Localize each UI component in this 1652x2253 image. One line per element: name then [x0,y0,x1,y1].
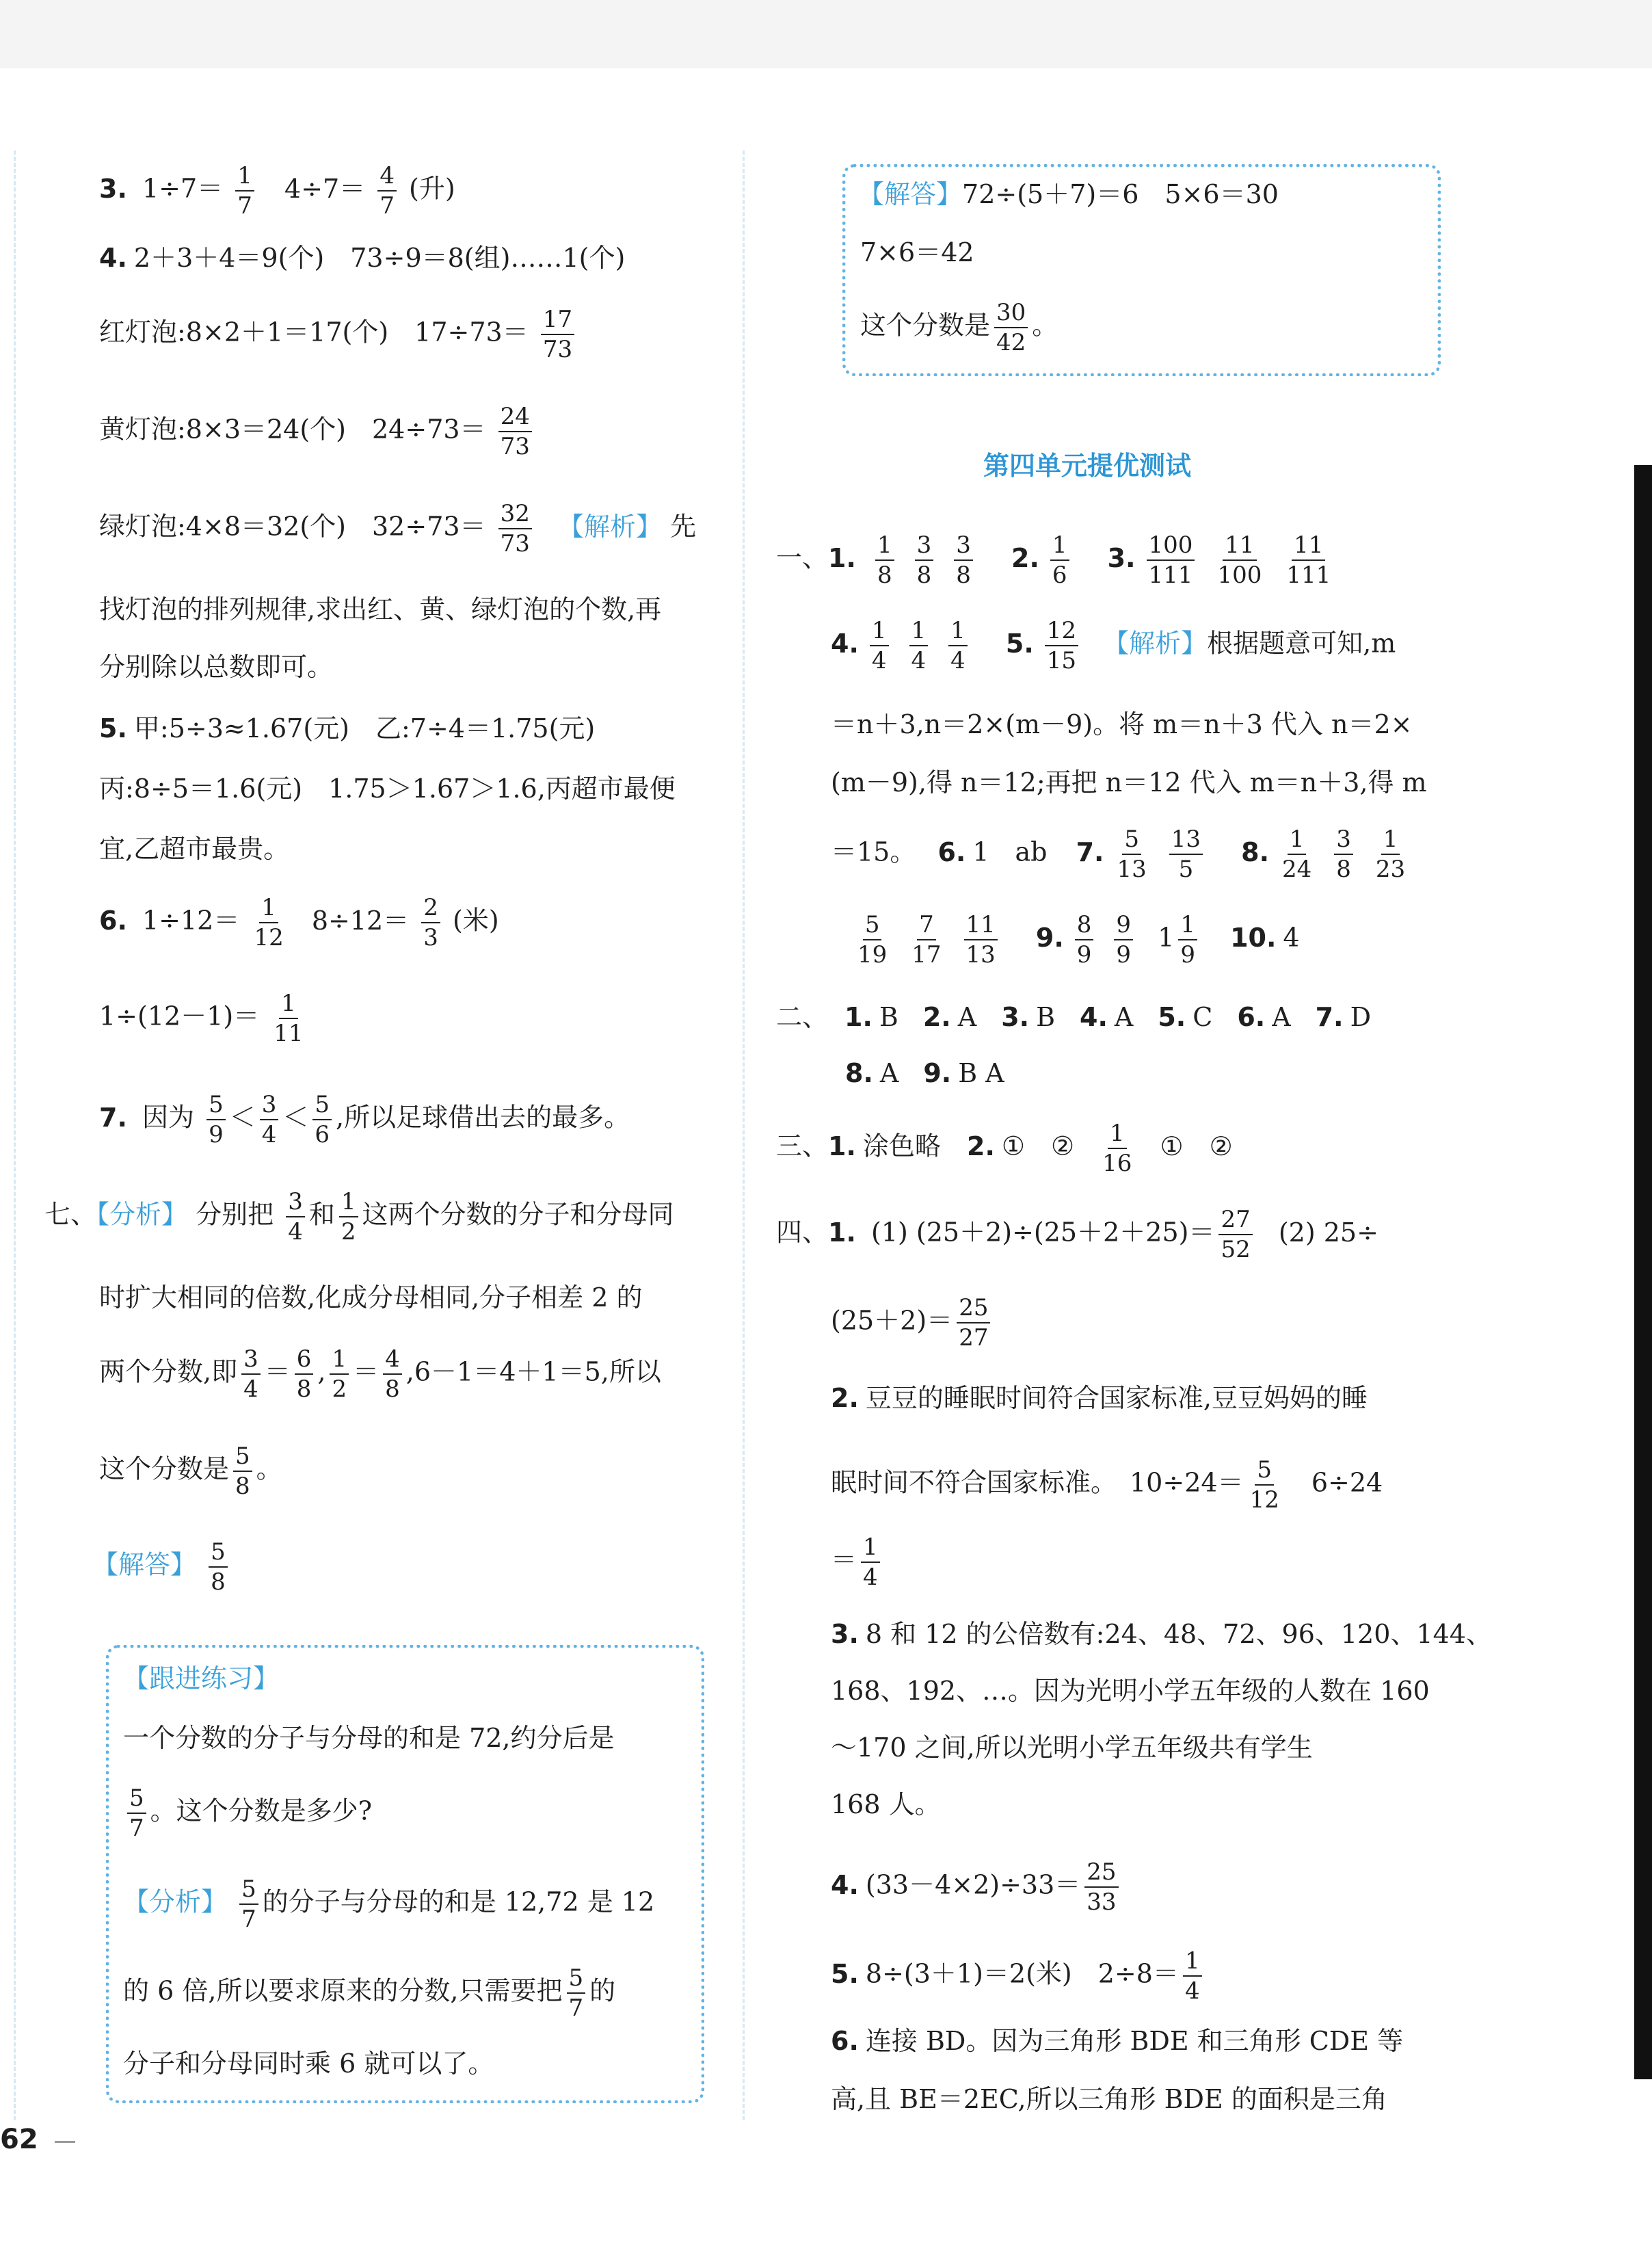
fraction: $\frac{11}{100}$ [1217,531,1262,589]
answer-tag: 【解答】 [92,1549,197,1580]
fraction: $\frac{32}{73}$ [498,502,532,555]
question-number: 7. [1315,1002,1344,1032]
yellow-bulb-line: 黄灯泡:8×3＝24(个) 24÷73＝ $\frac{24}{73}$ [99,405,536,458]
fraction: $\frac{1}{4}$ [948,619,968,672]
fraction: $\frac{1}{11}$ [274,990,304,1047]
fraction: $\frac{1}{6}$ [1050,533,1069,587]
text-line: 时扩大相同的倍数,化成分母相同,分子相差 2 的 [99,1282,643,1313]
fraction-group [866,617,984,674]
choice-letter: B [958,1058,978,1088]
fraction: $\frac{17}{73}$ [541,308,574,361]
fraction: $\frac{5}{7}$ [127,1787,146,1840]
analysis-tag: 【解析】 [558,511,663,542]
fraction: $\frac{11}{111}$ [1286,531,1331,589]
part-2-line1: 二、 1. B 2. A 3. B 4. A 5. C 6. A 7. D [776,1004,1379,1030]
choice-letter: A [957,1002,977,1032]
page-number: 62 [0,2124,38,2155]
part-1-line1: 一、1. $\frac{1}{8}$ $\frac{3}{8}$ $\frac{3}{8}$ 2. $\frac{1}{6}$ 3. $\frac{100}{111}$ $\frac{11}{100}$ $\frac{11}{111}$ [776,533,1349,587]
fraction: $\frac{5}{8}$ [209,1540,228,1594]
answer-q6: 6. 1÷12＝ $\frac{1}{12}$ 8÷12＝ $\frac{2}{3}$ (米) [99,894,499,951]
fraction: $\frac{3}{8}$ [915,533,934,587]
fraction: $\frac{1}{2}$ [339,1190,358,1243]
part-3: 三、1. 涂色略 2. ① ② $\frac{1}{16}$ ① ② [776,1120,1233,1177]
red-bulb-line: 红灯泡:8×2＋1＝17(个) 17÷73＝ $\frac{17}{73}$ [99,308,578,361]
part-2-line2 [829,1060,1013,1086]
fraction: $\frac{1}{2}$ [330,1347,349,1401]
section-7-line4: 这个分数是 $\frac{5}{8}$ 。 [99,1442,282,1500]
fraction: $\frac{3}{4}$ [286,1190,305,1243]
fraction: $\frac{12}{15}$ [1045,619,1078,672]
fraction: $\frac{30}{42}$ [994,301,1028,354]
section-7-line3: 两个分数,即 $\frac{3}{4}$ ＝ $\frac{6}{8}$ , $\frac{1}{2}$ ＝ $\frac{4}{8}$ ,6－1＝4＋1＝5,所以 [99,1345,661,1403]
fraction: $\frac{5}{9}$ [206,1093,226,1146]
column-divider [743,150,745,2120]
fraction: $\frac{9}{9}$ [1114,913,1133,966]
fraction-group [851,911,1014,969]
choice-letter: A [985,1058,1004,1088]
text-line: 168 人。 [831,1789,941,1819]
fraction: $\frac{1}{9}$ [1178,913,1197,966]
page-number-rule [55,2141,75,2143]
fraction: $\frac{13}{5}$ [1169,828,1203,881]
fraction: $\frac{24}{73}$ [498,405,532,458]
choice-letter: A [1272,1002,1291,1032]
text-line: ～170 之间,所以光明小学五年级共有学生 [831,1732,1313,1763]
fraction: $\frac{3}{4}$ [241,1347,261,1401]
fraction: $\frac{7}{17}$ [911,911,942,969]
part-4-q6: 6. 连接 BD。因为三角形 BDE 和三角形 CDE 等 [831,2026,1404,2056]
answer-tag: 【解答】 [858,179,963,209]
fraction: $\frac{27}{52}$ [1218,1208,1252,1261]
text-line: ＝n＋3,n＝2×(m－9)。将 m＝n＋3 代入 n＝2× [831,709,1413,739]
answer-q7: 7. 因为 $\frac{5}{9}$ ＜ $\frac{3}{4}$ ＜ $\frac{5}{6}$ ,所以足球借出去的最多。 [99,1091,630,1148]
fraction: $\frac{1}{23}$ [1375,826,1406,883]
fraction: $\frac{1}{4}$ [1183,1949,1202,2003]
question-number: 5. [1158,1002,1186,1032]
question-number: 1. [844,1002,872,1032]
fraction-group [1111,826,1220,883]
part-4-q1-line2: (25＋2)＝ $\frac{25}{27}$ [831,1296,994,1349]
text-line: 一个分数的分子与分母的和是 72,约分后是 [123,1723,615,1753]
choice-letter: A [879,1058,899,1088]
choice-letter: A [1114,1002,1134,1032]
choice-letter: B [879,1002,898,1032]
fraction: $\frac{5}{7}$ [567,1966,586,2020]
answer-line [92,1540,232,1594]
question-number: 9. [923,1058,952,1088]
answer-q3: 3. 1÷7＝ $\frac{1}{7}$ 4÷7＝ $\frac{4}{7}$ (升) [99,162,455,220]
section-7: 七、【分析】 分别把 $\frac{3}{4}$ 和 $\frac{1}{2}$ 这两个分数的分子和分母同 [44,1188,674,1246]
fraction: $\frac{4}{8}$ [383,1347,402,1401]
fraction: $\frac{5}{19}$ [857,911,888,969]
fraction-group [871,531,989,589]
fraction: $\frac{1}{4}$ [909,619,929,672]
fraction: $\frac{1}{4}$ [861,1536,880,1589]
fraction-group [1276,826,1424,883]
text-line: 高,且 BE＝2EC,所以三角形 BDE 的面积是三角 [831,2084,1387,2114]
fraction: $\frac{5}{8}$ [233,1445,252,1498]
part-1-line6: $\frac{5}{19}$ $\frac{7}{17}$ $\frac{11}{13}$ 9. $\frac{8}{9}$ $\frac{9}{9}$ 1 $\frac{1}{9}$ 10. 4 [851,913,1300,966]
text-line: 丙:8÷5＝1.6(元) 1.75＞1.67＞1.6,丙超市最便 [99,774,676,804]
fraction: $\frac{100}{111}$ [1147,533,1195,587]
choice-letter: B [1036,1002,1056,1032]
green-bulb-line: 绿灯泡:4×8＝32(个) 32÷73＝ $\frac{32}{73}$ 【解析】 先 [99,500,697,557]
fraction: $\frac{5}{12}$ [1249,1456,1279,1514]
question-number: 6. [1237,1002,1266,1032]
analysis-tag: 【分析】 [96,1199,188,1230]
scanned-page-edge [1634,465,1652,2079]
fraction: $\frac{8}{9}$ [1075,913,1094,966]
fraction: $\frac{1}{12}$ [254,894,284,951]
fraction: $\frac{1}{16}$ [1102,1120,1132,1177]
practice-line4: 的 6 倍,所以要求原来的分数,只需要把 $\frac{5}{7}$ 的 [123,1964,616,2022]
practice-box [106,1645,704,2103]
part-4-q5: 5. 8÷(3＋1)＝2(米) 2÷8＝ $\frac{1}{4}$ [831,1949,1206,2003]
choice-letter: C [1193,1002,1213,1032]
analysis-tag: 【分析】 [123,1886,228,1917]
fraction: $\frac{5}{13}$ [1117,826,1147,883]
part-4-q4: 4. (33－4×2)÷33＝ $\frac{25}{33}$ [831,1860,1123,1914]
text-line: 168、192、…。因为光明小学五年级的人数在 160 [831,1676,1430,1706]
fraction: $\frac{2}{3}$ [421,896,440,949]
section-title: 第四单元提优测试 [983,451,1192,481]
question-number: 3. [1001,1002,1030,1032]
part-4-q3: 3. 8 和 12 的公倍数有:24、48、72、96、120、144、 [831,1619,1492,1649]
answer-q6-line2: 1÷(12－1)＝ $\frac{1}{11}$ [99,992,310,1045]
part-1-line5: ＝15。 6. 1 ab 7. $\frac{5}{13}$ $\frac{13}{5}$ 8. $\frac{1}{24}$ $\frac{3}{8}$ $\frac{1}{23}$ [831,828,1424,881]
fraction: $\frac{1}{4}$ [870,619,889,672]
practice-line3: 【分析】 $\frac{5}{7}$ 的分子与分母的和是 12,72 是 12 [123,1875,655,1933]
practice-line2: $\frac{5}{7}$ 。这个分数是多少? [123,1787,372,1840]
fraction: $\frac{3}{8}$ [954,533,973,587]
fraction: $\frac{3}{4}$ [260,1093,279,1146]
fraction: $\frac{25}{27}$ [957,1296,990,1349]
fraction: $\frac{25}{33}$ [1084,1860,1118,1914]
fraction-group [1041,617,1095,674]
box-line3: 这个分数是 $\frac{30}{42}$ 。 [860,299,1058,356]
fraction: $\frac{6}{8}$ [295,1347,314,1401]
fraction: $\frac{3}{8}$ [1334,828,1353,881]
fraction-group [1046,531,1086,589]
fraction: $\frac{4}{7}$ [377,164,397,218]
fraction: $\frac{5}{6}$ [312,1093,332,1146]
fraction: $\frac{1}{8}$ [875,533,894,587]
answer-q4: 4. 2＋3＋4＝9(个) 73÷9＝8(组)……1(个) [99,243,626,273]
left-margin-guide [14,150,16,2120]
answer-q5: 5. 甲:5÷3≈1.67(元) 乙:7÷4＝1.75(元) [99,713,596,743]
part-4-q1: 四、1. (1) (25＋2)÷(25＋2＋25)＝ $\frac{27}{52}$ (2) 25÷ [776,1206,1378,1263]
part-4-q2-line2: 眠时间不符合国家标准。 10÷24＝ $\frac{5}{12}$ 6÷24 [831,1456,1383,1514]
analysis-tag: 【解析】 [1103,628,1208,659]
choice-answers [828,1002,1379,1032]
text-line: 找灯泡的排列规律,求出红、黄、绿灯泡的个数,再 [99,594,662,624]
fraction-group [1071,911,1149,969]
question-number: 2. [922,1002,951,1032]
page-top-shadow [0,0,1652,68]
part-4-q2: 2. 豆豆的睡眠时间符合国家标准,豆豆妈妈的睡 [831,1383,1368,1413]
fraction: $\frac{5}{7}$ [239,1877,258,1931]
box-line1: 【解答】72÷(5＋7)＝6 5×6＝30 [858,179,1279,209]
fraction: $\frac{1}{7}$ [235,164,254,218]
text-line: 分子和分母同时乘 6 就可以了。 [123,2048,494,2079]
text-line: (m－9),得 n＝12;再把 n＝12 代入 m＝n＋3,得 m [831,767,1427,798]
part-1-line2: 4. $\frac{1}{4}$ $\frac{1}{4}$ $\frac{1}{4}$ 5. $\frac{12}{15}$ 【解析】根据题意可知,m [831,617,1396,674]
text-line: 宜,乙超市最贵。 [99,834,290,864]
practice-tag: 【跟进练习】 [123,1663,280,1694]
fraction-group [1143,531,1350,589]
question-number: 8. [845,1058,873,1088]
part-4-q2-line3: ＝ $\frac{1}{4}$ [831,1536,884,1589]
choice-answers [829,1058,1013,1088]
question-number: 4. [1080,1002,1108,1032]
text-line: 分别除以总数即可。 [99,652,334,682]
choice-letter: D [1350,1002,1372,1032]
text-line: 7×6＝42 [860,237,974,267]
fraction: $\frac{11}{13}$ [964,913,998,966]
fraction: $\frac{1}{24}$ [1282,826,1312,883]
